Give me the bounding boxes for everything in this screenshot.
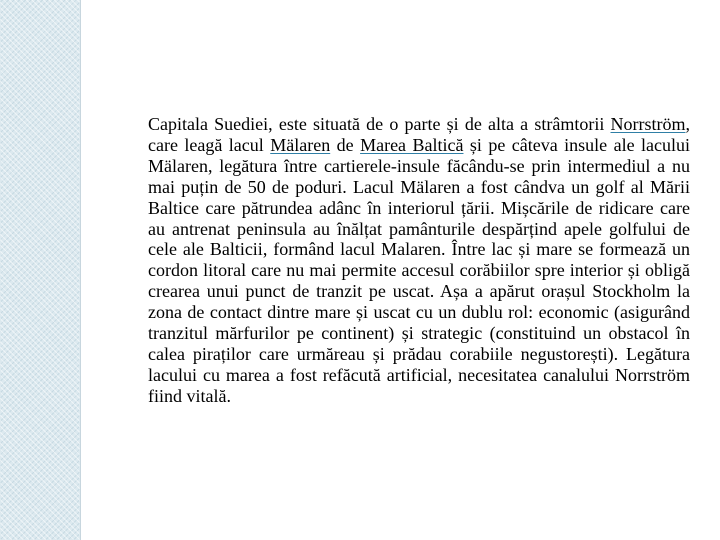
link-malaren[interactable]: Mälaren	[270, 134, 331, 155]
text-segment: , care leagă lacul	[148, 114, 690, 155]
band-divider	[80, 0, 81, 540]
text-segment: Capitala Suediei, este situată de o parte și de alta a strâmtorii	[148, 114, 611, 134]
decorative-left-band	[0, 0, 80, 540]
link-marea-baltica[interactable]: Marea Baltică	[360, 134, 464, 155]
link-norrstrom[interactable]: Norrström	[610, 114, 686, 134]
body-paragraph	[148, 114, 690, 407]
text-segment: și pe câteva insule ale lacului Mälaren, legătura între cartierele-insule făcându-se prin intermediul a nu mai puțin de 50 de poduri. Lacul Mälaren a fost cândva un golf al Mării Baltice care pătrundea adânc în interiorul țării. Mișcările de ridicare care au antrenat peninsula au înălțat pamânturile despărțind apele golfului de cele ale Balticii, formând lacul Malaren. Între lac și mare se formează un cordon litoral care nu mai permite accesul corăbiilor spre interior și obligă crearea unui punct de tranzit pe uscat. Așa a apărut orașul Stockholm la zona de contact dintre mare și uscat cu un dublu rol: economic (asigurând tranzitul mărfurilor pe continent) și strategic (constituind un obstacol în calea piraților care urmăreau și prădau corabiile negustorești). Legătura lacului cu marea a fost refăcută artificial, necesitatea canalului Norrström fiind vitală.	[148, 134, 690, 406]
text-segment: de	[330, 134, 361, 155]
slide-content	[130, 114, 690, 407]
